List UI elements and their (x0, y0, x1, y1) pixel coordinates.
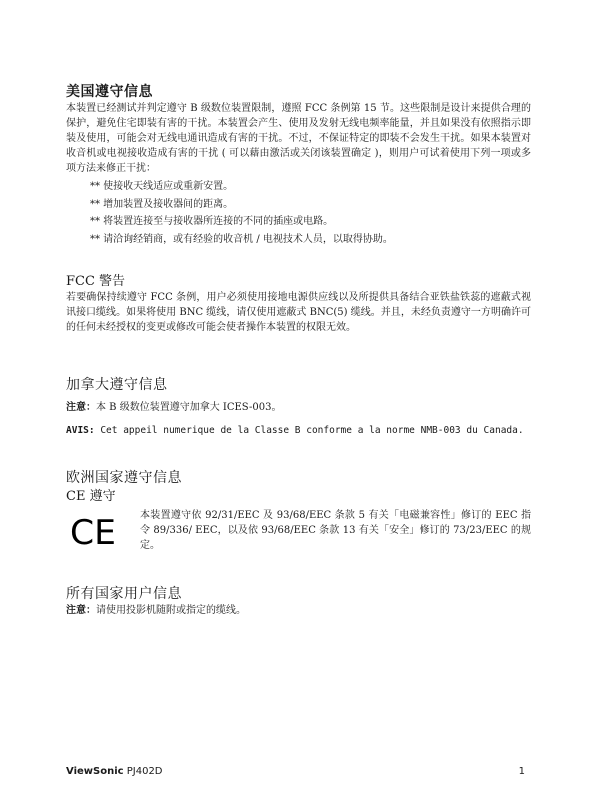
canada-avis (66, 424, 531, 437)
canada-section (66, 376, 531, 437)
footer-product (66, 766, 163, 777)
us-compliance-section (66, 83, 531, 249)
ce-body: 本装置遵守依 92/31/EEC 及 93/68/EEC 条款 5 有关「电磁兼容性」修订的 EEC 指令 89/336/ EEC，以及依 93/68/EEC 条款 13 有关「安全」修订的 73/23/EEC 的规定。 (140, 510, 531, 551)
canada-avis-label: AVIS: (66, 425, 95, 436)
us-compliance-title: 美国遵守信息 (66, 84, 153, 100)
fcc-warning-title: FCC 警告 (66, 274, 126, 289)
ce-block (66, 508, 531, 553)
fcc-warning-body: 若要确保持续遵守 FCC 条例，用户必须使用接地电源供应线以及所提供具备结合亚铁盐铁蕊的遮蔽式视讯接口缆线。如果将使用 BNC 缆线，请仅使用遮蔽式 BNC(5) 缆线。并且，未经负责遵守一方明确许可的任何未经授权的变更或修改可能会使者操作本装置的权限无效。 (66, 292, 531, 333)
list-item: ** 增加装置及接收器间的距离。 (90, 198, 234, 210)
list-item: ** 使接收天线适应或重新安置。 (90, 181, 234, 192)
all-countries-title: 所有国家用户信息 (66, 586, 182, 602)
list-item: ** 请洽询经销商，或有经验的收音机 / 电视技术人员，以取得协助。 (90, 233, 393, 245)
all-countries-note (66, 603, 531, 618)
all-countries-note-label: 注意： (66, 605, 96, 616)
footer-model: PJ402D (123, 766, 163, 777)
europe-title: 欧洲国家遵守信息 (66, 470, 182, 486)
ce-mark-text: CE (70, 514, 116, 548)
canada-note (66, 400, 531, 415)
list-item: ** 将装置连接至与接收器所连接的不同的插座或电路。 (90, 216, 334, 227)
fcc-warning-section (66, 273, 531, 335)
us-compliance-list (66, 179, 531, 247)
canada-note-text: 本 B 级数位装置遵守加拿大 ICES-003。 (96, 402, 282, 413)
canada-note-label: 注意： (66, 402, 96, 413)
canada-avis-text: Cet appeil numerique de la Classe B conforme a la norme NMB-003 du Canada. (94, 425, 524, 436)
page-number: 1 (518, 766, 525, 777)
page-footer (66, 766, 529, 780)
europe-section (66, 469, 531, 553)
us-compliance-body: 本装置已经测试并判定遵守 B 级数位装置限制，遵照 FCC 条例第 15 节。这些限制是设计来提供合理的保护，避免住宅即装有害的干扰。本装置会产生、使用及发射无线电频率能量，并且如果没有依照指示即装及使用，可能会对无线电通讯造成有害的干扰。不过，不保证特定的即装不会发生干扰。如果本装置对收音机或电视接收造成有害的干扰 ( 可以藉由激活或关闭该装置确定 )，则用户可试着使用下列一项或多项方法来修正干扰： (66, 103, 531, 174)
ce-mark-icon (70, 514, 118, 548)
ce-title: CE 遵守 (66, 489, 116, 504)
all-countries-section (66, 585, 531, 618)
all-countries-note-text: 请使用投影机随附或指定的缆线。 (96, 605, 246, 616)
canada-title: 加拿大遵守信息 (66, 377, 168, 393)
footer-brand: ViewSonic (66, 766, 124, 777)
